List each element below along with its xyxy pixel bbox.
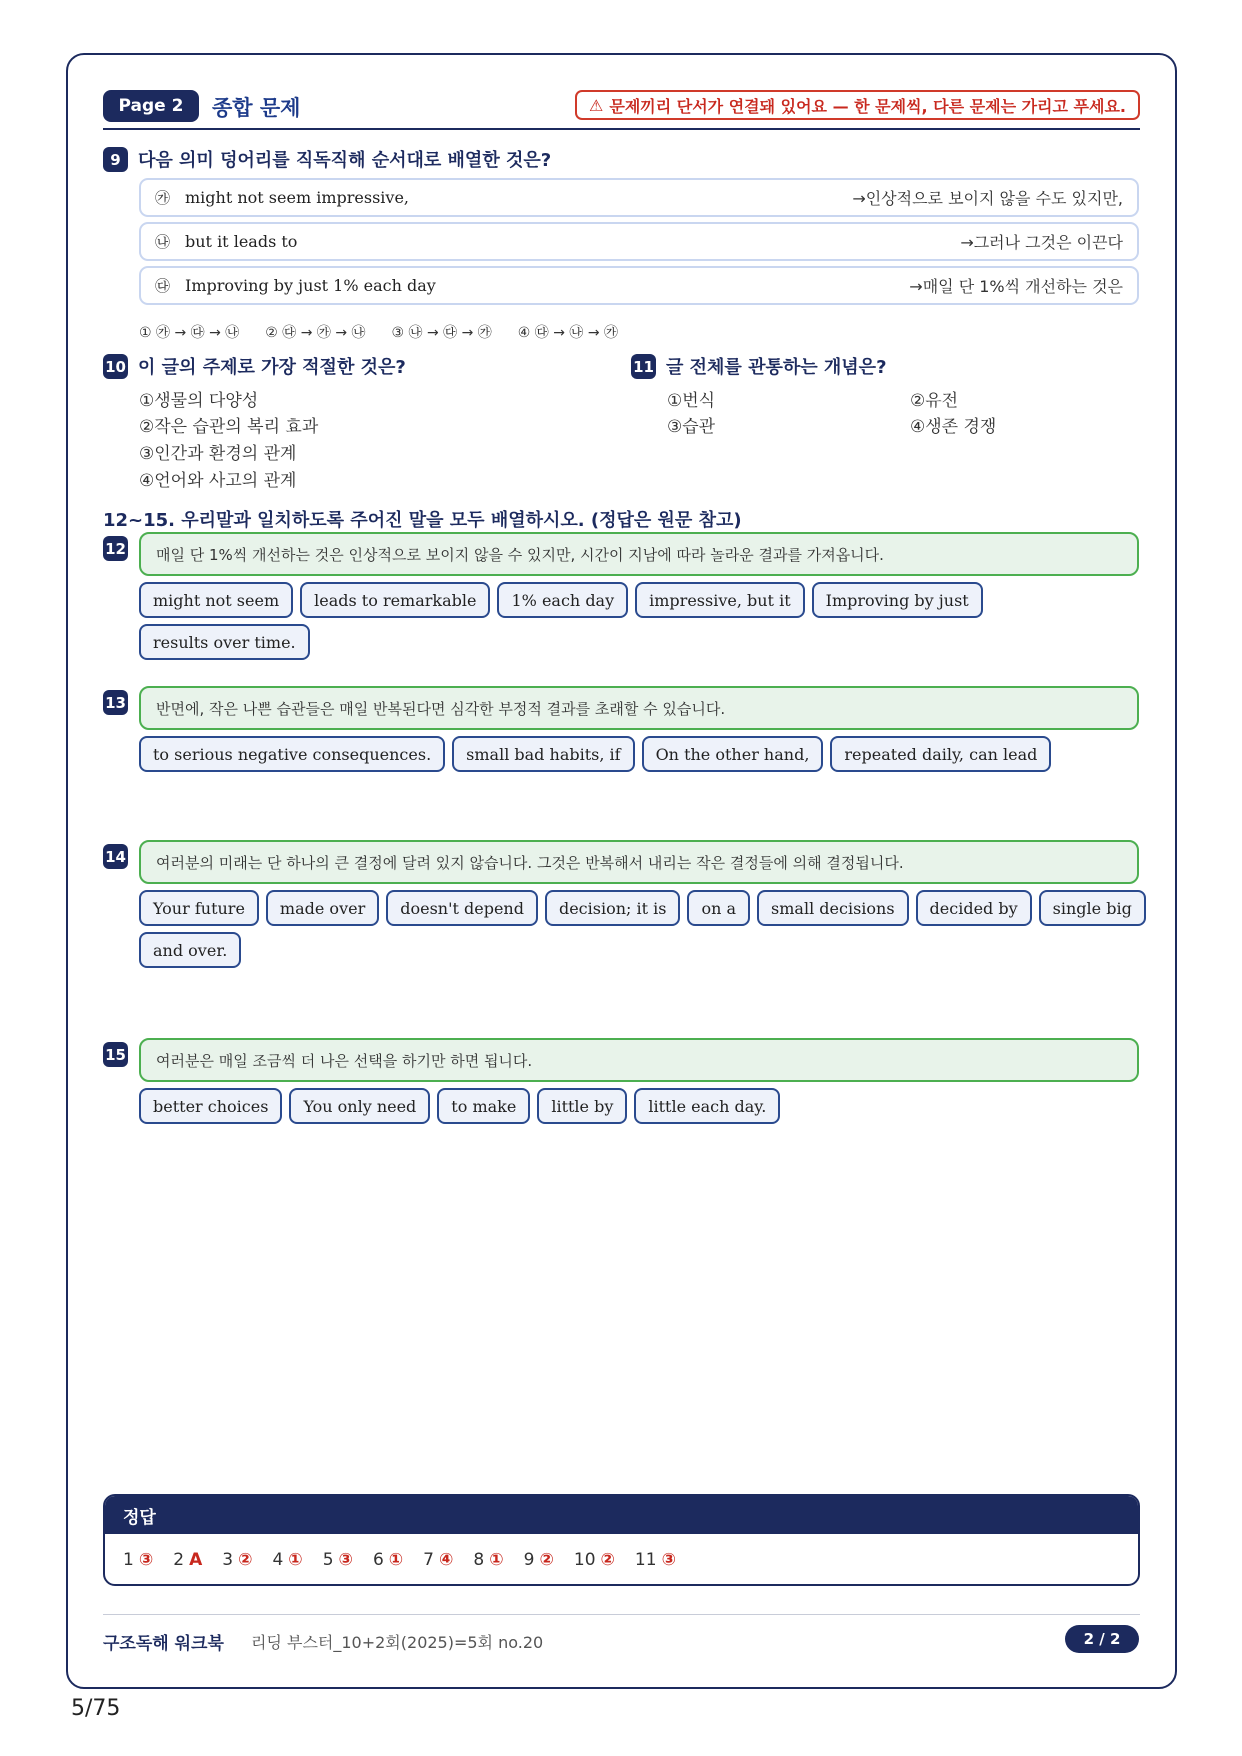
word-tile[interactable]: Improving by just	[812, 582, 983, 618]
footer-brand: 구조독해 워크북	[103, 1634, 224, 1654]
answer-item: 4 ①	[272, 1550, 303, 1570]
answer-item: 3 ②	[222, 1550, 253, 1570]
option-4[interactable]: ④ ㉰ → ㉯ → ㉮	[517, 325, 619, 341]
word-tile[interactable]: You only need	[289, 1088, 430, 1124]
q9-options	[139, 322, 618, 342]
page-title: 종합 문제	[212, 96, 301, 120]
korean-sentence-14: 여러분의 미래는 단 하나의 큰 결정에 달려 있지 않습니다. 그것은 반복해서 내리는 작은 결정들에 의해 결정됩니다.	[139, 840, 1139, 884]
question-number-15: 15	[103, 1042, 128, 1067]
page-header	[103, 90, 1140, 130]
option-2[interactable]: ② ㉰ → ㉮ → ㉯	[265, 325, 366, 341]
word-tile[interactable]: made over	[266, 890, 379, 926]
chunk-korean: →그러나 그것은 이끈다	[960, 233, 1123, 252]
word-tiles-12	[139, 582, 1149, 660]
answer-key-title: 정답	[105, 1496, 1138, 1534]
word-tile[interactable]: to make	[437, 1088, 530, 1124]
word-tiles-15	[139, 1088, 1149, 1124]
chunk-korean: →인상적으로 보이지 않을 수도 있지만,	[852, 189, 1123, 208]
answer-item: 8 ①	[473, 1550, 504, 1570]
word-tile[interactable]: small bad habits, if	[452, 736, 634, 772]
q11-option-1[interactable]: ①번식	[667, 391, 716, 411]
word-tile[interactable]: little each day.	[634, 1088, 780, 1124]
question-number-9: 9	[103, 147, 128, 172]
warning-icon: ⚠	[589, 95, 604, 115]
question-number-13: 13	[103, 690, 128, 715]
q10-option-1[interactable]: ①생물의 다양성	[139, 391, 259, 411]
answer-item: 9 ②	[523, 1550, 554, 1570]
word-tile[interactable]: doesn't depend	[386, 890, 538, 926]
chunk-english: might not seem impressive,	[185, 188, 409, 207]
chunk-mark: ㉯	[155, 233, 171, 251]
q10-option-3[interactable]: ③인간과 환경의 관계	[139, 444, 297, 464]
word-tile[interactable]: and over.	[139, 932, 241, 968]
answer-item: 6 ①	[372, 1550, 404, 1570]
word-tiles-13	[139, 736, 1149, 772]
question-title-10: 이 글의 주제로 가장 적절한 것은?	[138, 357, 406, 378]
footer-source: 리딩 부스터_10+2회(2025)=5회 no.20	[251, 1633, 544, 1652]
word-tile[interactable]: to serious negative consequences.	[139, 736, 445, 772]
chunk-row-da	[139, 266, 1139, 305]
word-tile[interactable]: decided by	[916, 890, 1032, 926]
word-tile[interactable]: impressive, but it	[635, 582, 804, 618]
word-tile[interactable]: little by	[537, 1088, 627, 1124]
word-tile[interactable]: On the other hand,	[642, 736, 824, 772]
question-title-11: 글 전체를 관통하는 개념은?	[666, 357, 887, 378]
page-badge: Page 2	[103, 90, 199, 122]
word-tile[interactable]: better choices	[139, 1088, 282, 1124]
answer-key	[103, 1494, 1140, 1586]
word-tile[interactable]: leads to remarkable	[300, 582, 490, 618]
chunk-mark: ㉮	[155, 189, 171, 207]
word-tile[interactable]: on a	[687, 890, 750, 926]
question-number-11: 11	[631, 354, 656, 379]
word-tile[interactable]: Your future	[139, 890, 259, 926]
chunk-english: but it leads to	[185, 232, 298, 251]
question-title-9: 다음 의미 덩어리를 직독직해 순서대로 배열한 것은?	[138, 150, 552, 171]
korean-sentence-12: 매일 단 1%씩 개선하는 것은 인상적으로 보이지 않을 수 있지만, 시간이 지남에 따라 놀라운 결과를 가져옵니다.	[139, 532, 1139, 576]
word-tile[interactable]: decision; it is	[545, 890, 681, 926]
q10-option-2[interactable]: ②작은 습관의 복리 효과	[139, 417, 319, 437]
korean-sentence-15: 여러분은 매일 조금씩 더 나은 선택을 하기만 하면 됩니다.	[139, 1038, 1139, 1082]
option-1[interactable]: ① ㉮ → ㉰ → ㉯	[139, 325, 240, 341]
question-number-10: 10	[103, 354, 128, 379]
chunk-row-ga	[139, 178, 1139, 217]
option-3[interactable]: ③ ㉯ → ㉰ → ㉮	[391, 325, 492, 341]
answer-list	[105, 1534, 1138, 1586]
word-tiles-14	[139, 890, 1149, 968]
chunk-korean: →매일 단 1%씩 개선하는 것은	[909, 277, 1123, 296]
footer-page-number: 2 / 2	[1065, 1625, 1139, 1653]
q11-option-2[interactable]: ②유전	[910, 391, 959, 411]
q11-option-4[interactable]: ④생존 경쟁	[910, 417, 997, 437]
chunk-row-na	[139, 222, 1139, 261]
answer-item: 11 ③	[634, 1550, 676, 1570]
section-title: 12~15. 우리말과 일치하도록 주어진 말을 모두 배열하시오. (정답은 원문 참고)	[103, 510, 742, 531]
word-tile[interactable]: might not seem	[139, 582, 293, 618]
pdf-page-counter: 5/75	[71, 1696, 121, 1721]
chunk-english: Improving by just 1% each day	[185, 276, 436, 295]
word-tile[interactable]: 1% each day	[497, 582, 628, 618]
word-tile[interactable]: repeated daily, can lead	[830, 736, 1051, 772]
word-tile[interactable]: results over time.	[139, 624, 310, 660]
korean-sentence-13: 반면에, 작은 나쁜 습관들은 매일 반복된다면 심각한 부정적 결과를 초래할 수 있습니다.	[139, 686, 1139, 730]
answer-item: 2 A	[173, 1550, 203, 1570]
answer-item: 10 ②	[573, 1550, 615, 1570]
footer-divider	[103, 1614, 1140, 1615]
question-number-14: 14	[103, 844, 128, 869]
answer-item: 1 ③	[123, 1550, 154, 1570]
question-number-12: 12	[103, 536, 128, 561]
word-tile[interactable]: small decisions	[757, 890, 909, 926]
answer-item: 7 ④	[423, 1550, 454, 1570]
chunk-mark: ㉰	[155, 277, 171, 295]
warning-banner	[575, 90, 1140, 120]
answer-item: 5 ③	[322, 1550, 353, 1570]
q10-option-4[interactable]: ④언어와 사고의 관계	[139, 471, 297, 491]
word-tile[interactable]: single big	[1039, 890, 1146, 926]
warning-text: 문제끼리 단서가 연결돼 있어요 — 한 문제씩, 다른 문제는 가리고 푸세요.	[609, 96, 1126, 116]
q11-option-3[interactable]: ③습관	[667, 417, 716, 437]
